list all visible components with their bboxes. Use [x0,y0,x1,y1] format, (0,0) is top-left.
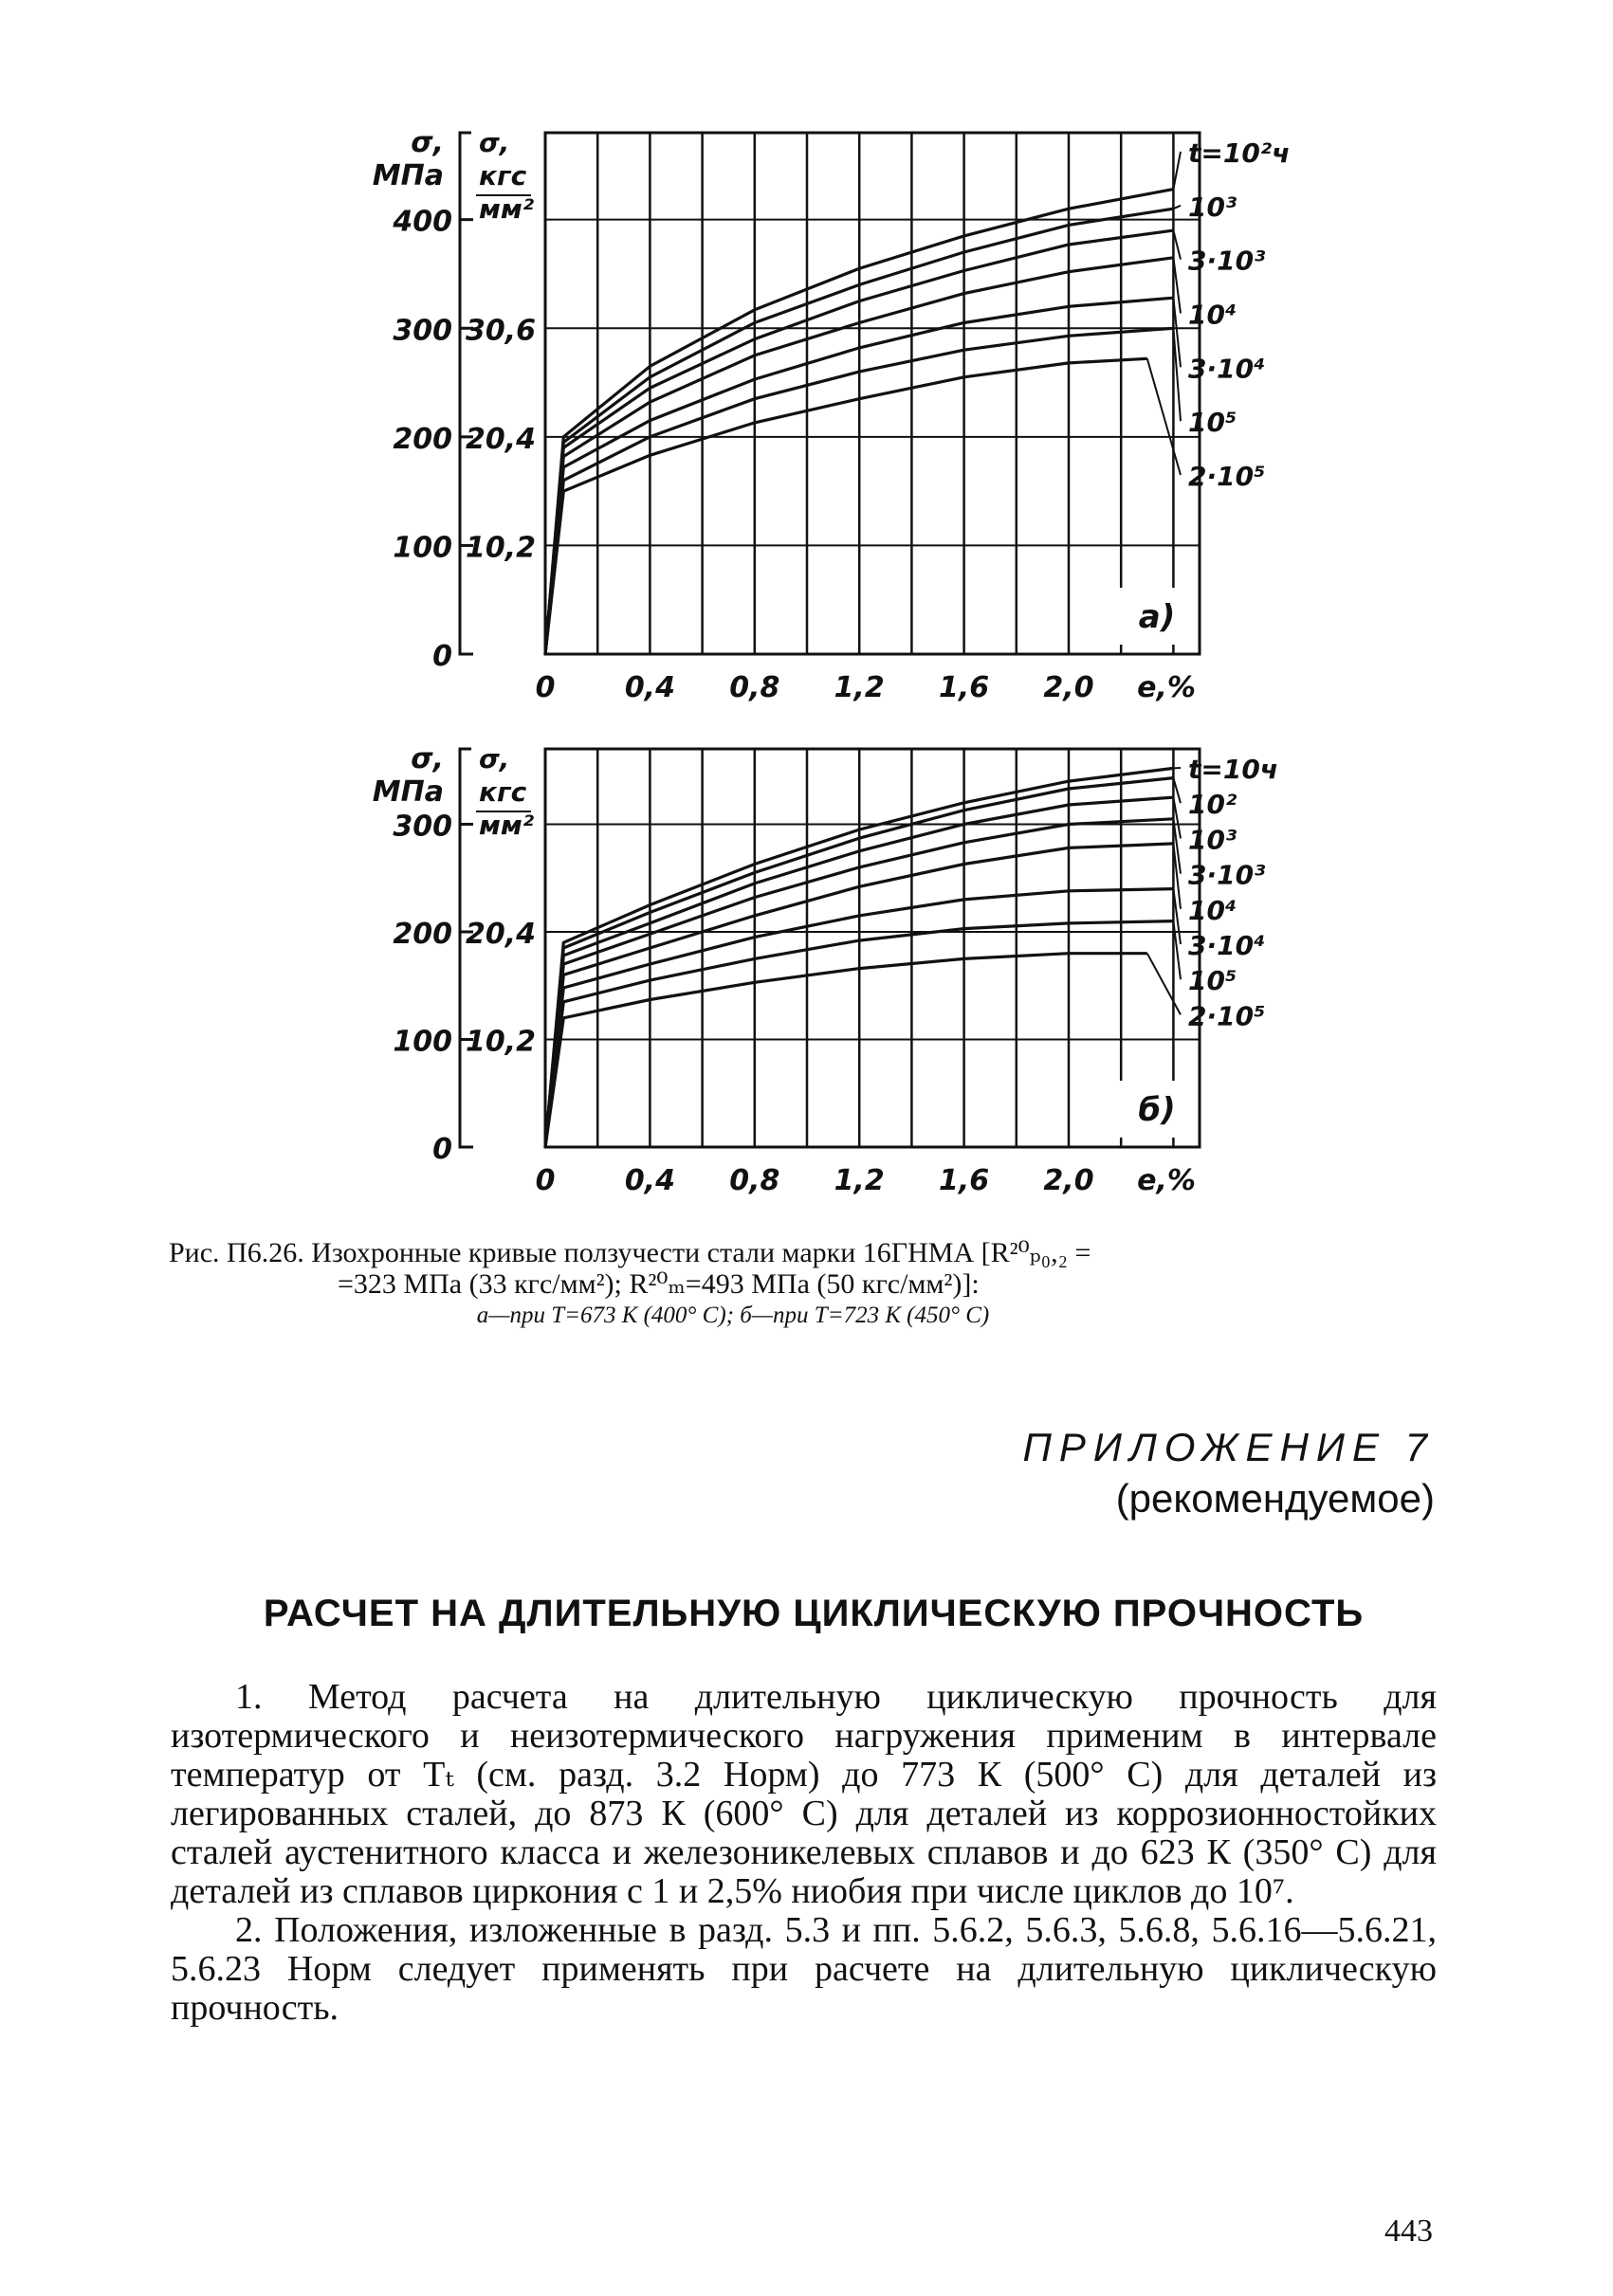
series-label: 10⁴ [1188,894,1237,926]
x-tick-label: 0,8 [729,1164,780,1197]
y-axis-title-mpa: МПа [372,775,444,809]
x-tick-label: 2,0 [1043,1164,1094,1197]
x-tick-label: 0,8 [729,671,780,704]
y-tick-label-kgs: 20,4 [465,422,536,456]
appendix-header [1022,1422,1435,1524]
series-label: 10² [1188,789,1237,821]
y-axis-title-mpa: МПа [372,159,444,192]
caption-line-2: =323 МПа (33 кгс/мм²); R²⁰ₘ=493 МПа (50 кгс/мм²)]: [338,1268,980,1300]
body-text [171,1678,1437,2028]
series-label: 3·10⁴ [1188,353,1266,385]
figure-caption [169,1237,1430,1331]
y-tick-label-mpa: 200 [393,422,452,456]
x-tick-label: 1,6 [939,671,990,704]
y-tick-label-kgs: 10,2 [465,531,536,565]
series-leader [1147,954,1181,1015]
y-tick-label-mpa: 400 [393,205,452,239]
series-label: 2·10⁵ [1188,461,1266,492]
series-label: t=10ч [1188,754,1279,785]
y-axis-title-kgs: кгс [479,776,527,808]
y-axis-title-kgs: мм² [479,193,535,225]
panel-label: а) [1138,598,1176,636]
y-axis-title-kgs: мм² [479,810,535,841]
y-axis-title-mpa: σ, [411,742,444,775]
y-tick-label-mpa: 200 [393,917,452,951]
y-tick-label-mpa: 300 [393,810,452,844]
x-tick-label: 1,2 [834,671,885,704]
page-number: 443 [1384,2214,1433,2249]
y-tick-label-mpa: 300 [393,314,452,348]
x-axis-title: e,% [1137,671,1196,704]
series-line [545,358,1147,654]
series-label: 10⁵ [1188,407,1237,439]
x-tick-label: 0 [535,1164,556,1197]
y-tick-label-mpa: 100 [393,1025,452,1059]
x-tick-label: 0 [535,671,556,704]
x-tick-label: 1,2 [834,1164,885,1197]
y-tick-label-kgs: 20,4 [465,917,536,951]
caption-line-1: Рис. П6.26. Изохронные кривые ползучести стали марки 16ГНМА [R²⁰ₚ₀,₂ = [169,1237,1091,1268]
y-tick-label-mpa: 0 [432,1133,452,1166]
y-tick-label-kgs: 30,6 [465,314,536,348]
x-tick-label: 0,4 [624,671,675,704]
series-label: 10⁴ [1188,299,1237,331]
paragraph-1: 1. Метод расчета на длительную циклическую прочность для изотермического и неизотермического нагружения применим в интервале температур от Tₜ (см. разд. 3.2 Норм) до 773 К (500° С) для деталей из легированных сталей, до 873 К (600° С) для деталей из коррозионностойких сталей аустенитного класса и железоникелевых сплавов и до 623 К (350° С) для деталей из сплавов циркония с 1 и 2,5% ниобия при числе циклов до 10⁷. [171,1677,1437,1911]
appendix-subtitle: (рекомендуемое) [1115,1476,1435,1521]
y-axis-title-mpa: σ, [411,126,444,159]
section-heading: РАСЧЕТ НА ДЛИТЕЛЬНУЮ ЦИКЛИЧЕСКУЮ ПРОЧНОСТЬ [263,1593,1365,1634]
series-leader [1147,358,1181,475]
y-tick-label-kgs: 10,2 [465,1025,536,1059]
y-axis-title-kgs: σ, [479,127,510,158]
y-tick-label-mpa: 0 [432,640,452,673]
y-axis-title-kgs: σ, [479,743,510,774]
series-label: 3·10³ [1188,245,1266,277]
x-axis-title: e,% [1137,1164,1196,1197]
y-axis-mpa [460,133,471,654]
caption-line-3: а—при T=673 К (400° С); б—при T=723 К (450° С) [476,1303,990,1328]
series-label: 10³ [1188,824,1237,856]
panel-label: б) [1138,1091,1176,1129]
series-label: 10³ [1188,191,1237,223]
series-label: t=10²ч [1188,137,1291,169]
x-tick-label: 1,6 [939,1164,990,1197]
y-axis-title-kgs: кгс [479,160,527,191]
x-tick-label: 0,4 [624,1164,675,1197]
appendix-title: ПРИЛОЖЕНИЕ 7 [1022,1425,1435,1469]
series-label: 2·10⁵ [1188,1000,1266,1032]
series-label: 10⁵ [1188,965,1237,997]
x-tick-label: 2,0 [1043,671,1094,704]
paragraph-2: 2. Положения, изложенные в разд. 5.3 и пп. 5.6.2, 5.6.3, 5.6.8, 5.6.16—5.6.21, 5.6.23 Норм следует применять при расчете на длительную циклическую прочность. [171,1910,1437,2028]
series-label: 3·10³ [1188,859,1266,891]
y-tick-label-mpa: 100 [393,531,452,565]
series-label: 3·10⁴ [1188,930,1266,961]
